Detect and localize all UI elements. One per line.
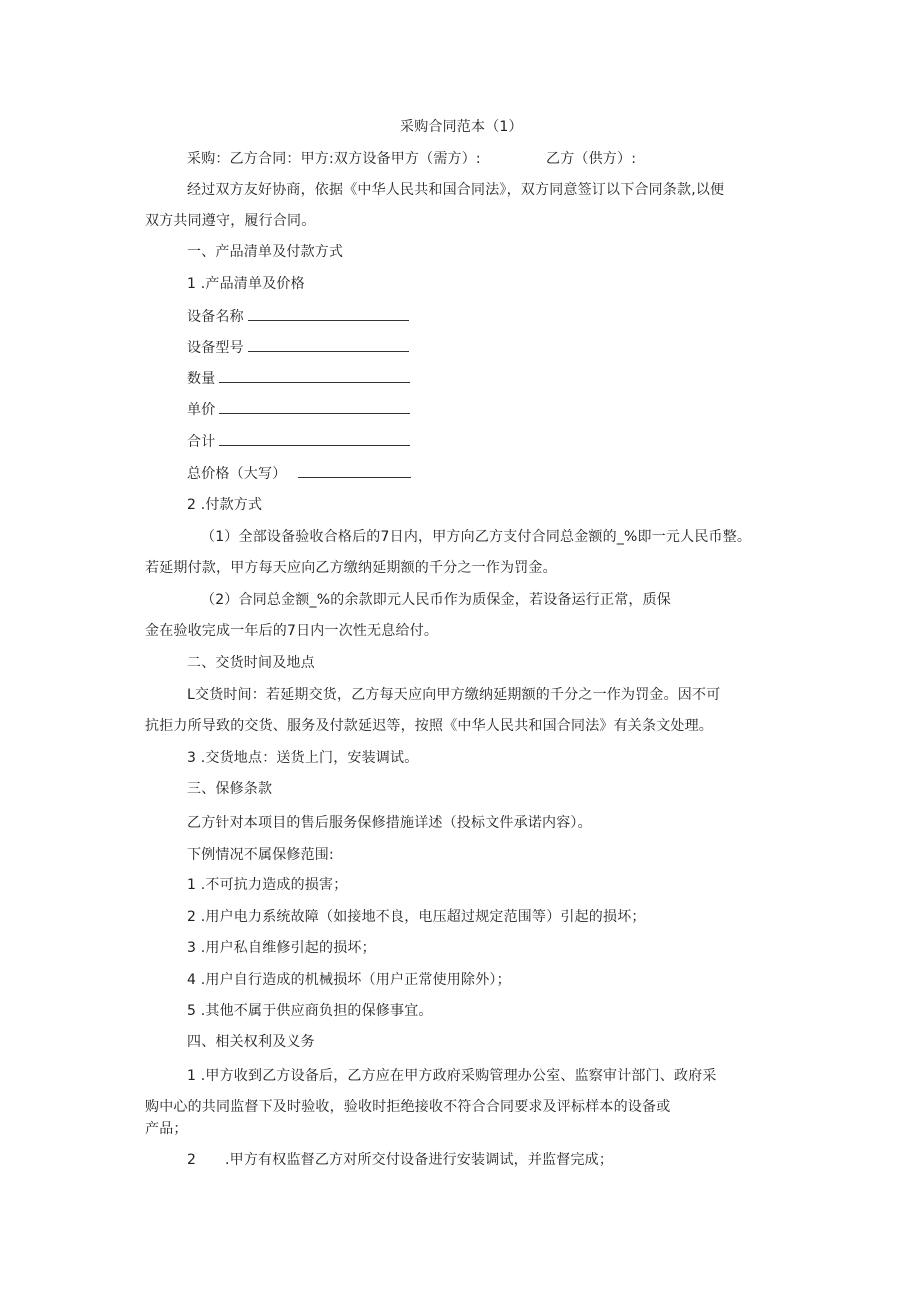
party-b-label: 乙方（供方）: [546,151,637,167]
rights-1-line-a: 1 .甲方收到乙方设备后，乙方应在甲方政府采购管理办公室、监察审计部门、政府采 [187,1068,717,1084]
parties-line: 采购：乙方合同：甲方:双方设备甲方（需方）: [187,151,481,167]
payment-2-line-b: 金在验收完成一年后的7日内一次性无息给付。 [145,623,439,639]
section-1-item-1: 1 .产品清单及价格 [187,276,305,292]
section-1-item-2: 2 .付款方式 [187,497,263,513]
section-1-heading: 一、产品清单及付款方式 [187,244,344,260]
intro-line-1: 经过双方友好协商，依据《中华人民共和国合同法》，双方同意签订以下合同条款,以便 [187,182,725,198]
field-subtotal [187,431,410,452]
field-unit-price [187,399,410,420]
blank-underline [298,463,411,478]
field-label: 合计 [187,434,216,450]
field-label: 总价格（大写） [187,466,287,482]
blank-underline [248,337,409,352]
blank-underline [219,368,410,383]
payment-1-line-b: 若延期付款，甲方每天应向乙方缴纳延期额的千分之一作为罚金。 [145,560,557,576]
rights-1-line-b: 购中心的共同监督下及时验收，验收时拒绝接收不符合合同要求及评标样本的设备或 [145,1099,671,1115]
document-title: 采购合同范本（1） [400,119,523,135]
section-3-heading: 三、保修条款 [187,781,273,797]
warranty-exclusions-intro: 下例情况不属保修范围: [187,847,334,863]
warranty-item: 4 .用户自行造成的机械损坏（用户正常使用除外）； [187,972,511,988]
warranty-item: 1 .不可抗力造成的损害； [187,877,348,893]
payment-2-line-a: （2）合同总金额_%的余款即元人民币作为质保金，若设备运行正常，质保 [201,592,672,608]
delivery-1-line-b: 抗拒力所导致的交货、服务及付款延迟等，按照《中华人民共和国合同法》有关条文处理。 [145,718,713,734]
warranty-item: 5 .其他不属于供应商负担的保修事宜。 [187,1003,433,1019]
delivery-1-line-a: L交货时间：若延期交货，乙方每天应向甲方缴纳延期额的千分之一作为罚金。因不可 [187,687,721,703]
field-total-in-words [187,463,411,484]
rights-2-text: .甲方有权监督乙方对所交付设备进行安装调试，并监督完成； [225,1152,614,1168]
field-label: 设备名称 [187,309,244,325]
delivery-2: 3 .交货地点：送货上门，安装调试。 [187,750,419,766]
field-quantity [187,368,410,389]
warranty-intro: 乙方针对本项目的售后服务保修措施详述（投标文件承诺内容）。 [187,815,592,831]
section-4-heading: 四、相关权利及义务 [187,1034,315,1050]
field-label: 数量 [187,371,216,387]
warranty-item: 2 .用户电力系统故障（如接地不良，电压超过规定范围等）引起的损坏； [187,909,646,925]
field-device-name [187,306,409,327]
blank-underline [219,399,410,414]
field-device-model [187,337,409,358]
field-label: 单价 [187,402,216,418]
section-2-heading: 二、交货时间及地点 [187,655,315,671]
field-label: 设备型号 [187,340,244,356]
warranty-item: 3 .用户私自维修引起的损坏； [187,940,376,956]
blank-underline [248,306,409,321]
intro-line-2: 双方共同遵守，履行合同。 [145,213,316,229]
rights-1-line-c: 产品； [145,1121,188,1137]
rights-2-number: 2 [187,1152,197,1168]
blank-underline [219,431,410,446]
payment-1-line-a: （1）全部设备验收合格后的7日内，甲方向乙方支付合同总金额的_%即一元人民币整。 [201,529,752,545]
